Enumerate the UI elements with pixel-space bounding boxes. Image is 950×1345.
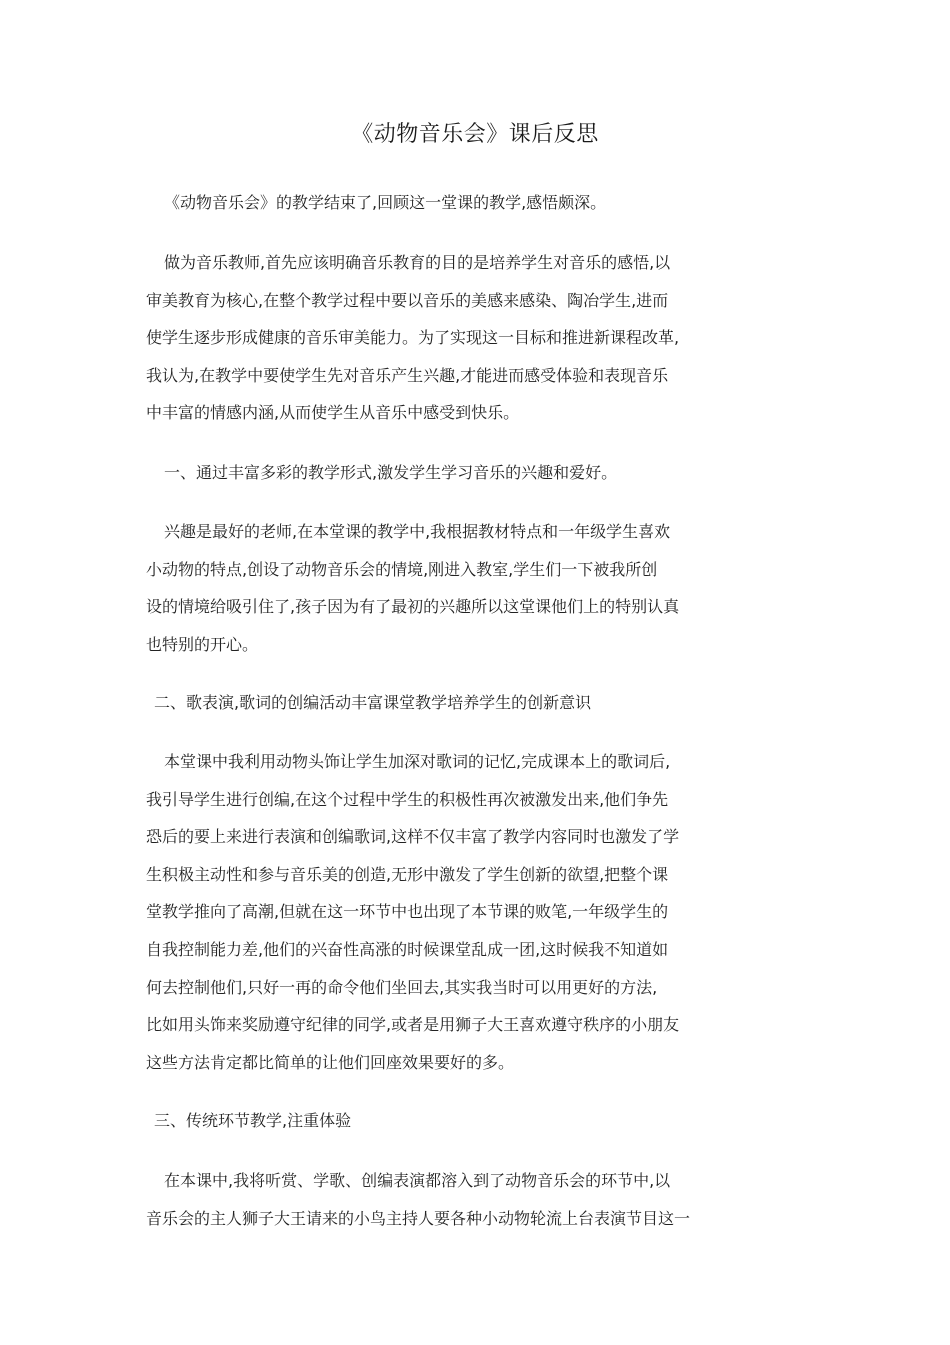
text-line: 这些方法肯定都比简单的让他们回座效果要好的多。: [146, 1052, 515, 1072]
text-line: 小动物的特点,创设了动物音乐会的情境,刚进入教室,学生们一下被我所创: [146, 559, 658, 579]
document-title: 《动物音乐会》课后反思: [351, 122, 599, 147]
text-line: 审美教育为核心,在整个教学过程中要以音乐的美感来感染、陶冶学生,进而: [146, 290, 669, 310]
text-line: 生积极主动性和参与音乐美的创造,无形中激发了学生创新的欲望,把整个课: [146, 864, 669, 884]
text-line: 何去控制他们,只好一再的命令他们坐回去,其实我当时可以用更好的方法,: [146, 977, 658, 997]
text-line: 设的情境给吸引住了,孩子因为有了最初的兴趣所以这堂课他们上的特别认真: [146, 597, 680, 617]
text-line: 比如用头饰来奖励遵守纪律的同学,或者是用狮子大王喜欢遵守秩序的小朋友: [146, 1015, 680, 1035]
text-line: 我引导学生进行创编,在这个过程中学生的积极性再次被激发出来,他们争先: [146, 789, 669, 809]
text-line: 使学生逐步形成健康的音乐审美能力。为了实现这一目标和推进新课程改革,: [146, 328, 680, 348]
heading-text: 一、通过丰富多彩的教学形式,激发学生学习音乐的兴趣和爱好。: [164, 463, 618, 482]
text-line: 中丰富的情感内涵,从而使学生从音乐中感受到快乐。: [146, 403, 520, 423]
paragraph-music-education: [146, 244, 758, 432]
intro-paragraph: [146, 184, 758, 222]
text-line: 堂教学推向了高潮,但就在这一环节中也出现了本节课的败笔,一年级学生的: [146, 902, 669, 922]
paragraph-creativity: [146, 743, 758, 1081]
text-line: 也特别的开心。: [146, 634, 259, 654]
text-line: 《动物音乐会》的教学结束了,回顾这一堂课的教学,感悟颇深。: [164, 193, 607, 212]
text-line: 自我控制能力差,他们的兴奋性高涨的时候课堂乱成一团,这时候我不知道如: [146, 939, 669, 959]
section-heading-2: [146, 684, 758, 722]
paragraph-experience: [146, 1162, 758, 1237]
section-heading-1: [146, 454, 758, 492]
text-line: 做为音乐教师,首先应该明确音乐教育的目的是培养学生对音乐的感悟,以: [164, 253, 671, 272]
text-line: 在本课中,我将听赏、学歌、创编表演都溶入到了动物音乐会的环节中,以: [164, 1171, 671, 1190]
text-line: 恐后的要上来进行表演和创编歌词,这样不仅丰富了教学内容同时也激发了学: [146, 827, 680, 847]
text-line: 我认为,在教学中要使学生先对音乐产生兴趣,才能进而感受体验和表现音乐: [146, 365, 669, 385]
text-line: 本堂课中我利用动物头饰让学生加深对歌词的记忆,完成课本上的歌词后,: [164, 752, 671, 771]
text-line: 音乐会的主人狮子大王请来的小鸟主持人要各种小动物轮流上台表演节目这一: [146, 1208, 691, 1228]
heading-text: 二、歌表演,歌词的创编活动丰富课堂教学培养学生的创新意识: [154, 693, 592, 712]
text-line: 兴趣是最好的老师,在本堂课的教学中,我根据教材特点和一年级学生喜欢: [164, 522, 671, 541]
heading-text: 三、传统环节教学,注重体验: [154, 1111, 352, 1130]
paragraph-interest: [146, 513, 758, 663]
section-heading-3: [146, 1102, 758, 1140]
